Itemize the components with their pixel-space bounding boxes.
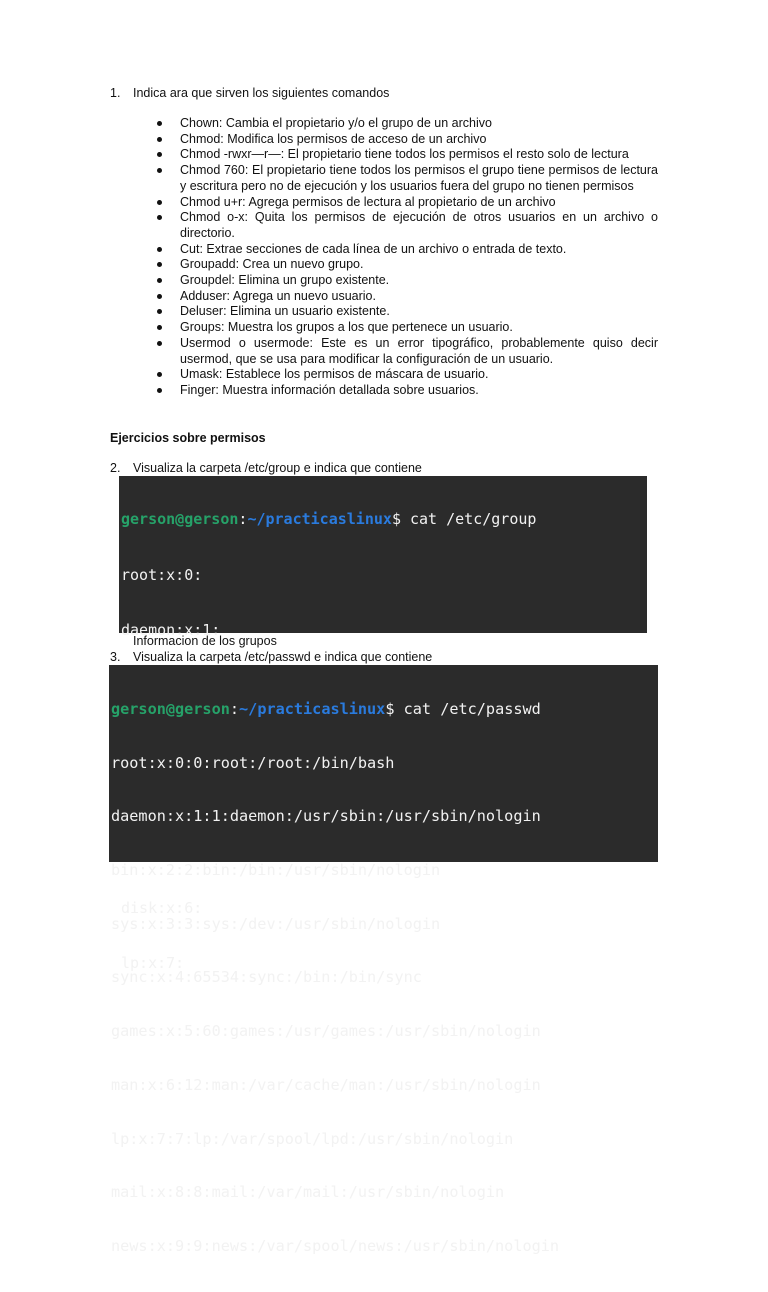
list-item — [155, 320, 658, 336]
question-3-number: 3. — [110, 650, 121, 664]
group-caption: Informacion de los grupos — [133, 634, 277, 648]
terminal-output-line: disk:x:6: — [121, 898, 203, 917]
list-item — [155, 367, 658, 383]
list-item — [155, 195, 658, 211]
list-item-text: Deluser: Elimina un usuario existente. — [180, 304, 390, 319]
list-item-text: Groupdel: Elimina un grupo existente. — [180, 273, 390, 288]
prompt-command: $ cat /etc/passwd — [385, 699, 541, 718]
prompt-user: gerson@gerson — [121, 510, 239, 528]
bullet-icon — [157, 247, 162, 252]
terminal-output-line: news:x:9:9:news:/var/spool/news:/usr/sbin/nologin — [111, 1237, 560, 1255]
prompt-separator: : — [229, 699, 240, 718]
prompt-path: ~/practicaslinux — [239, 699, 386, 718]
question-1-heading — [110, 86, 389, 101]
list-item — [155, 132, 658, 148]
list-item-text: Chown: Cambia el propietario y/o el grupo de un archivo — [180, 116, 492, 130]
question-2-text: Visualiza la carpeta /etc/group e indica que contiene — [133, 461, 422, 475]
list-item-text: Adduser: Agrega un nuevo usuario. — [180, 288, 376, 303]
bullet-icon — [157, 341, 162, 346]
bullet-icon — [157, 168, 162, 173]
list-item-text: Finger: Muestra información detallada sobre usuarios. — [180, 382, 479, 397]
list-item — [155, 210, 658, 241]
list-item — [155, 289, 658, 305]
bullet-icon — [157, 152, 162, 157]
list-item-text: Chmod: Modifica los permisos de acceso de un archivo — [180, 131, 487, 146]
list-item-text: Chmod u+r: Agrega permisos de lectura al propietario de un archivo — [180, 194, 556, 209]
list-item-text: Cut: Extrae secciones de cada línea de un archivo o entrada de texto. — [180, 241, 567, 256]
bullet-icon — [157, 121, 162, 126]
section-title: Ejercicios sobre permisos — [110, 431, 266, 445]
bullet-icon — [157, 278, 162, 283]
terminal-prompt — [121, 510, 536, 529]
list-item — [155, 336, 658, 367]
terminal-output-line: games:x:5:60:games:/usr/games:/usr/sbin/nologin — [111, 1022, 541, 1041]
list-item-text: Umask: Establece los permisos de máscara de usuario. — [180, 367, 489, 382]
bullet-icon — [157, 309, 162, 314]
list-item — [155, 116, 658, 132]
terminal-output-line: root:x:0:0:root:/root:/bin/bash — [111, 753, 395, 772]
question-3-text: Visualiza la carpeta /etc/passwd e indica que contiene — [133, 650, 433, 664]
prompt-command: $ cat /etc/group — [391, 510, 537, 528]
bullet-icon — [157, 137, 162, 142]
list-item — [155, 147, 658, 163]
list-item-text: Chmod o-x: Quita los permisos de ejecución de otros usuarios en un archivo o directorio. — [180, 210, 658, 240]
terminal-output-line: lp:x:7: — [121, 954, 185, 972]
bullet-icon — [157, 372, 162, 377]
question-1-number: 1. — [110, 86, 121, 100]
terminal-output-line: daemon:x:1: — [121, 621, 221, 639]
terminal-output-line: mail:x:8:8:mail:/var/mail:/usr/sbin/nologin — [111, 1183, 505, 1202]
bullet-icon — [157, 215, 162, 220]
terminal-output-line: sys:x:3:3:sys:/dev:/usr/sbin/nologin — [111, 914, 441, 933]
prompt-separator: : — [238, 510, 248, 528]
list-item — [155, 383, 658, 399]
question-2-number: 2. — [110, 461, 121, 475]
terminal-output-line: sync:x:4:65534:sync:/bin:/bin/sync — [111, 968, 422, 987]
question-1-text: Indica ara que sirven los siguientes comandos — [133, 86, 390, 100]
list-item-text: Usermod o usermode: Este es un error tipográfico, probablemente quiso decir usermod, que se usa para modificar la configuración de un usuario. — [180, 335, 658, 366]
bullet-icon — [157, 200, 162, 205]
list-item — [155, 273, 658, 289]
prompt-user: gerson@gerson — [111, 699, 230, 718]
terminal-prompt — [111, 701, 559, 719]
bullet-icon — [157, 262, 162, 267]
prompt-path: ~/practicaslinux — [247, 510, 392, 528]
bullet-icon — [157, 388, 162, 393]
command-list — [155, 116, 658, 399]
list-item-text: Groupadd: Crea un nuevo grupo. — [180, 257, 364, 272]
bullet-icon — [157, 294, 162, 299]
list-item-text: Groups: Muestra los grupos a los que pertenece un usuario. — [180, 320, 513, 335]
list-item — [155, 242, 658, 258]
question-3-heading — [110, 650, 432, 665]
list-item — [155, 163, 658, 194]
list-item — [155, 257, 658, 273]
list-item-text: Chmod -rwxr—r—: El propietario tiene todos los permisos el resto solo de lectura — [180, 147, 629, 162]
terminal-output-line: lp:x:7:7:lp:/var/spool/lpd:/usr/sbin/nologin — [111, 1129, 514, 1148]
list-item — [155, 304, 658, 320]
bullet-icon — [157, 325, 162, 330]
terminal-output-line: daemon:x:1:1:daemon:/usr/sbin:/usr/sbin/nologin — [111, 807, 541, 826]
terminal-output-line: bin:x:2:2:bin:/bin:/usr/sbin/nologin — [111, 860, 441, 879]
terminal-output-line: man:x:6:12:man:/var/cache/man:/usr/sbin/nologin — [111, 1075, 541, 1094]
list-item-text: Chmod 760: El propietario tiene todos los permisos el grupo tiene permisos de lectura y escritura pero no de ejecución y los usuarios fuera del grupo no tienen permisos — [180, 163, 658, 193]
terminal-output-line: root:x:0: — [121, 565, 203, 584]
